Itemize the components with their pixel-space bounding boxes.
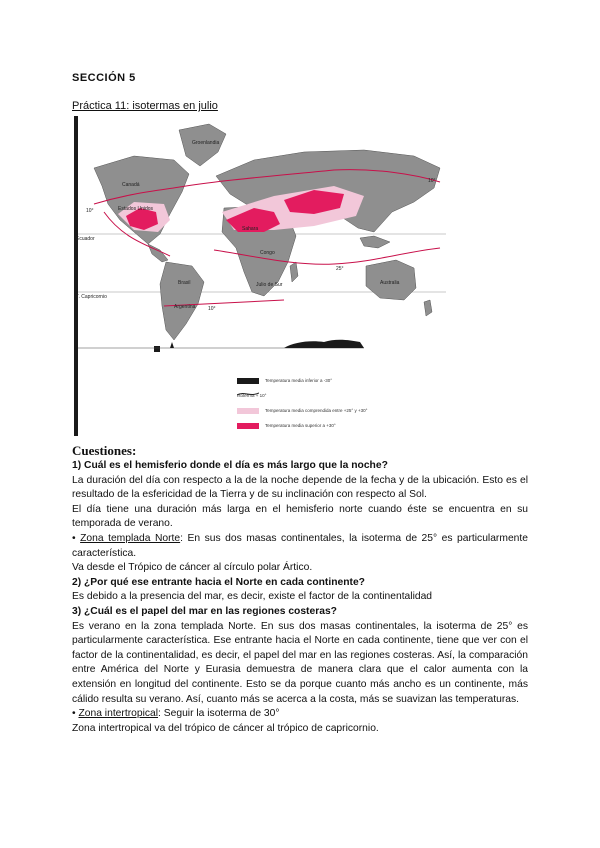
answer-1-paragraph-3: Va desde el Trópico de cáncer al círculo polar Ártico. — [72, 562, 313, 574]
legend-swatch-isotherm — [237, 391, 259, 397]
section-title: SECCIÓN 5 — [72, 72, 136, 84]
bullet-label-zona-intertropical: Zona intertropical — [78, 708, 159, 720]
label-australia: Australia — [380, 280, 400, 286]
practice-title: Práctica 11: isotermas en julio — [72, 100, 218, 112]
question-2: 2) ¿Por qué ese entrante hacia el Norte en cada continente? — [72, 576, 365, 588]
answer-1-paragraph-1: La duración del día con respecto a la de la noche depende de la fecha y de la ubicación. Esto es el resultado de la esfericidad de la Tierra y de su inclinación con respecto al Sol. — [72, 474, 528, 501]
answer-1-paragraph-2: El día tiene una duración más larga en el hemisferio norte cuando éste se encuentra en su temporada de verano. — [72, 503, 528, 530]
legend-swatch-cold — [237, 378, 259, 384]
label-groenlandia: Groenlandia — [192, 140, 220, 146]
answer-2: Es debido a la presencia del mar, es decir, existe el factor de la continentalidad — [72, 591, 433, 603]
zone-cold-a — [154, 346, 160, 352]
label-isotherm-10-w: 10° — [86, 208, 94, 214]
legend-item-cold — [237, 376, 332, 385]
question-3: 3) ¿Cuál es el papel del mar en las regiones costeras? — [72, 605, 337, 617]
answer-3-bullet: • Zona intertropical: Seguir la isoterma de 30° — [72, 708, 280, 720]
legend-item-hot — [237, 421, 336, 430]
world-map-graphic — [74, 116, 446, 436]
label-sahara: Sahara — [242, 226, 259, 232]
label-isotherm-10-ne: 10° — [428, 178, 436, 184]
legend-label-warm: Temperatura media comprendida entre +25° y +30° — [265, 408, 368, 413]
questions-heading: Cuestiones: — [72, 443, 137, 458]
label-isotherm-25: 25° — [336, 266, 344, 272]
bullet-text-zona-intertropical: : Seguir la isoterma de 30° — [158, 708, 280, 720]
label-brasil: Brasil — [178, 280, 191, 286]
question-1: 1) Cuál es el hemisferio donde el día es más largo que la noche? — [72, 460, 388, 471]
label-julio-de-sur: Julio de Sur — [256, 282, 283, 288]
legend-label-isotherm: Isoterma + 10° — [237, 393, 267, 398]
bullet-text-zona-templada: : En sus dos masas continentales, la isoterma de 25° es particularmente característica. — [72, 532, 528, 559]
label-capricornio: T. Capricornio — [76, 294, 107, 300]
questions-section — [72, 443, 528, 736]
answer-3-closing: Zona intertropical va del trópico de cáncer al trópico de capricornio. — [72, 722, 379, 734]
answer-3: Es verano en la zona templada Norte. En sus dos masas continentales, la isoterma de 25° es particularmente característica. Ese entrante hacia el Norte en cada continente, tiene que ver con el factor de la continentalidad, es decir, el papel del mar en las regiones costeras. Así, la comparación entre América del Norte y Eurasia demuestra de manera clara que el calor aumenta con la extensión en longitud del continente. Esto se da porque cuanto más ancho es un continente, más cálido resulta su verano. Así, cuanto más se acerca a la costa, más se suavizan las temperaturas. — [72, 620, 528, 705]
figure-left-edge — [74, 116, 78, 436]
isotherm-map-figure — [74, 116, 446, 436]
label-argentina: Argentina — [174, 304, 196, 310]
label-isotherm-10-s: 10° — [208, 306, 216, 312]
label-canada: Canadá — [122, 182, 140, 188]
legend-swatch-warm — [237, 408, 259, 414]
legend-label-hot: Temperatura media superior a +30° — [265, 423, 336, 428]
bullet-label-zona-templada: Zona templada Norte — [80, 532, 181, 544]
legend-item-isotherm — [237, 391, 266, 400]
legend-swatch-hot — [237, 423, 259, 429]
label-estados-unidos: Estados Unidos — [118, 206, 154, 212]
label-ecuador: Ecuador — [76, 236, 95, 242]
legend-label-cold: Temperatura media inferior a -30° — [265, 378, 333, 383]
label-congo: Congo — [260, 250, 275, 256]
answer-1-bullet: • Zona templada Norte: En sus dos masas continentales, la isoterma de 25° es particularmente característica. — [72, 532, 528, 559]
legend-item-warm — [237, 406, 367, 415]
